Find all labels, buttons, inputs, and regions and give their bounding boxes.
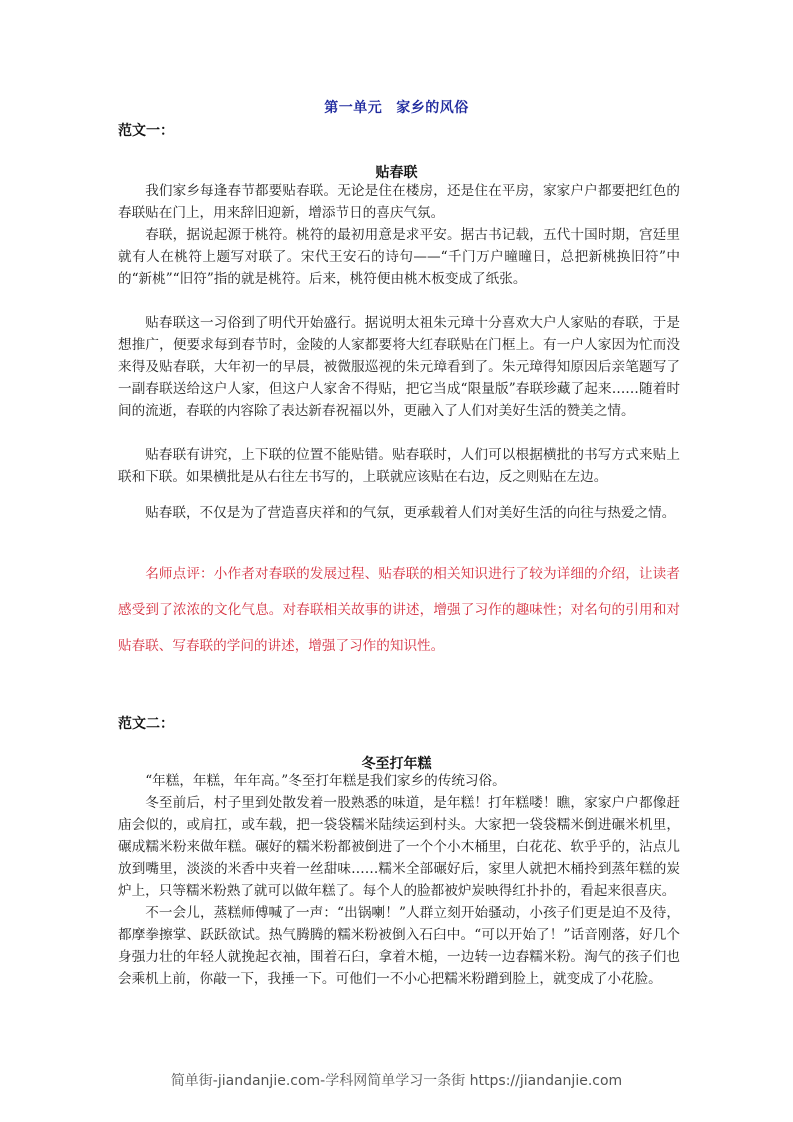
teacher-comment: 名师点评：小作者对春联的发展过程、贴春联的相关知识进行了较为详细的介绍，让读者感受到了浓浓的文化气息。对春联相关故事的讲述，增强了习作的趣味性；对名句的引用和对贴春联、写春联的学问的讲述，增强了习作的知识性。 bbox=[118, 566, 680, 654]
essay2-paragraph: 冬至前后，村子里到处散发着一股熟悉的味道，是年糕！打年糕喽！瞧，家家户户都像赶庙会似的，或肩扛，或车载，把一袋袋糯米陆续运到村头。大家把一袋袋糯米倒进碾米机里，碾成糯米粉来做年糕。碾好的糯米粉都被倒进了一个个小木桶里，白花花、软乎乎的，沾点儿放到嘴里，淡淡的米香中夹着一丝甜味……糯米全部碾好后，家里人就把木桶拎到蒸年糕的炭炉上，只等糯米粉熟了就可以做年糕了。每个人的脸都被炉炭映得红扑扑的，看起来很喜庆。 bbox=[118, 795, 680, 899]
essay1-title: 贴春联 bbox=[375, 165, 418, 181]
unit-title bbox=[0, 97, 793, 117]
footer-watermark: 简单街-jiandanjie.com-学科网简单学习一条街 https://jiandanjie.com bbox=[170, 1073, 623, 1089]
essay2-paragraph: “年糕，年糕，年年高。”冬至打年糕是我们家乡的传统习俗。 bbox=[145, 773, 506, 789]
unit-topic: 家乡的风俗 bbox=[396, 100, 469, 116]
essay1-paragraph: 我们家乡每逢春节都要贴春联。无论是住在楼房，还是住在平房，家家户户都要把红色的春联贴在门上，用来辞旧迎新，增添节日的喜庆气氛。 bbox=[118, 183, 680, 221]
essay1-paragraph: 贴春联有讲究，上下联的位置不能贴错。贴春联时，人们可以根据横批的书写方式来贴上联和下联。如果横批是从右往左书写的，上联就应该贴在右边，反之则贴在左边。 bbox=[118, 447, 680, 485]
essay1-paragraph: 春联，据说起源于桃符。桃符的最初用意是求平安。据古书记载，五代十国时期，宫廷里就有人在桃符上题写对联了。宋代王安石的诗句——“千门万户曈曈日，总把新桃换旧符”中的“新桃”“旧符”指的就是桃符。后来，桃符便由桃木板变成了纸张。 bbox=[118, 227, 680, 287]
essay1-label: 范文一： bbox=[118, 123, 174, 139]
essay1-paragraph: 贴春联，不仅是为了营造喜庆祥和的气氛，更承载着人们对美好生活的向往与热爱之情。 bbox=[145, 505, 676, 521]
essay1-paragraph: 贴春联这一习俗到了明代开始盛行。据说明太祖朱元璋十分喜欢大户人家贴的春联，于是想推广，便要求每到春节时，金陵的人家都要将大红春联贴在门框上。有一户人家因为忙而没来得及贴春联，大年初一的早晨，被微服巡视的朱元璋看到了。朱元璋得知原因后亲笔题写了一副春联送给这户人家，但这户人家舍不得贴，把它当成“限量版”春联珍藏了起来……随着时间的流逝，春联的内容除了表达新春祝福以外，更融入了人们对美好生活的赞美之情。 bbox=[118, 315, 680, 419]
essay2-paragraph: 不一会儿，蒸糕师傅喊了一声：“出锅喇！”人群立刻开始骚动，小孩子们更是迫不及待，都摩拳擦掌、跃跃欲试。热气腾腾的糯米粉被倒入石臼中。“可以开始了！”话音刚落，好几个身强力壮的年轻人就挽起衣袖，围着石臼，拿着木槌，一边转一边舂糯米粉。淘气的孩子们也会乘机上前，你敲一下，我捶一下。可他们一不小心把糯米粉蹭到脸上，就变成了小花脸。 bbox=[118, 905, 680, 987]
essay2-title: 冬至打年糕 bbox=[361, 756, 432, 772]
essay2-label: 范文二： bbox=[118, 716, 174, 732]
unit-number: 第一单元 bbox=[324, 100, 383, 116]
